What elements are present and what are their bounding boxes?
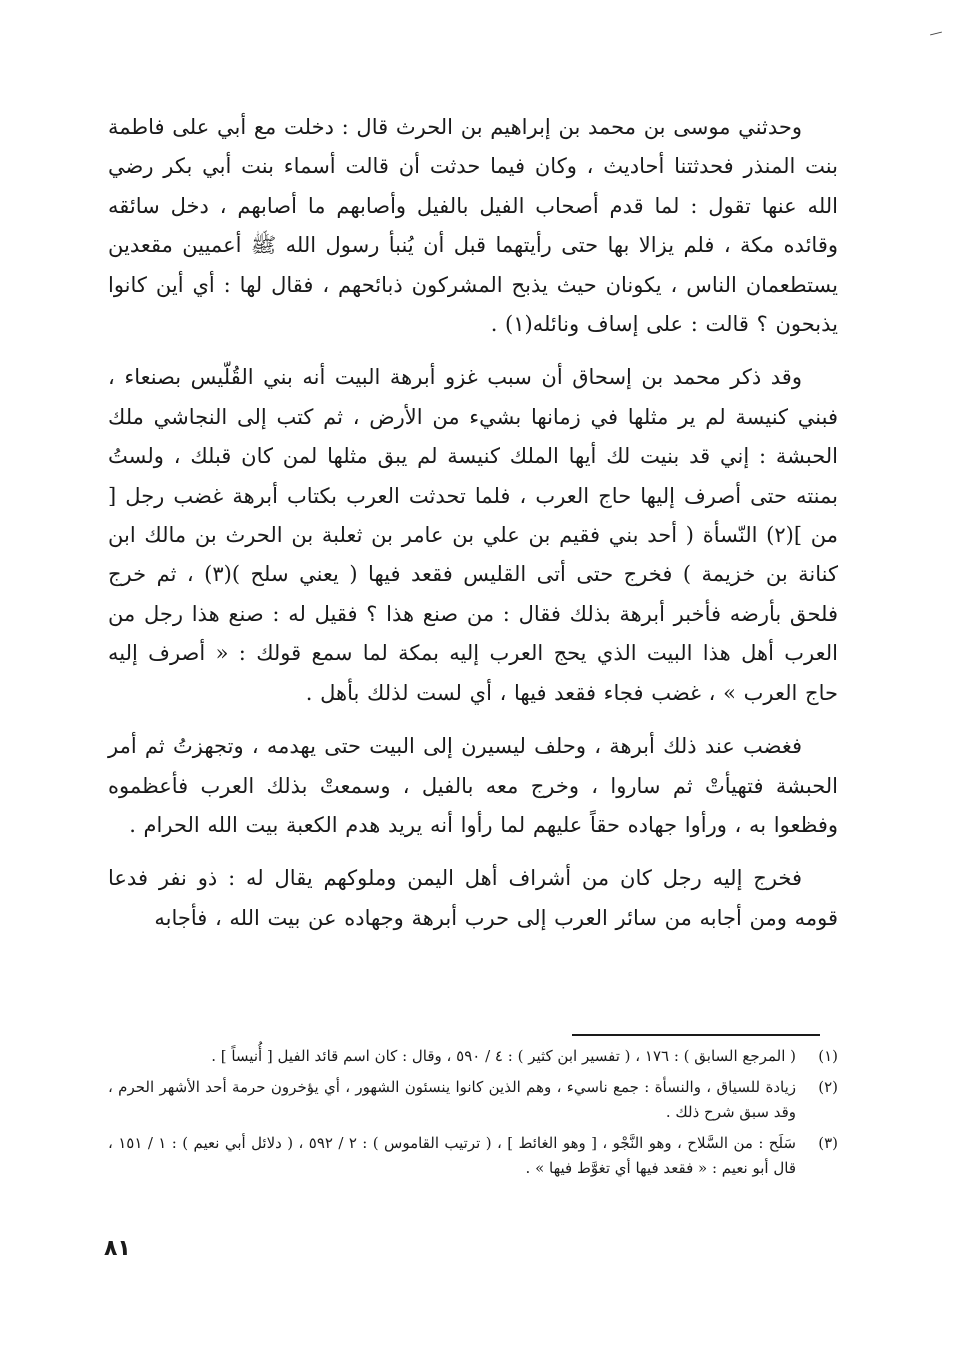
footnotes [108,1044,838,1187]
paragraph: وحدثني موسى بن محمد بن إبراهيم بن الحرث قال : دخلت مع أبي على فاطمة بنت المنذر فحدثتنا أحاديث ، وكان فيما حدثت أن قالت أسماء بنت أبي بكر رضي الله عنها تقول : لما قدم أصحاب الفيل بالفيل وأصابهم ما أصابهم ، دخل سائقه وقائده مكة ، فلم يزالا بها حتى رأيتهما قبل أن يُنبأ رسول الله ﷺ أعميين مقعدين يستطعمان الناس ، يكونان حيث يذبح المشركون ذبائحهم ، فقال لها : أي أين كانوا يذبحون ؟ قالت : على إساف ونائله(١) . [108,115,838,337]
footnote-text: ( المرجع السابق ) : ١٧٦ ، ( تفسير ابن كثير ) : ٤ / ٥٩٠ ، وقال : كان اسم قائد الفيل [ أُنيساً ] . [211,1047,796,1065]
footnote-number: (٣) [818,1134,838,1152]
paragraph: وقد ذكر محمد بن إسحاق أن سبب غزو أبرهة البيت أنه بني القُلّيس بصنعاء ، فبني كنيسة لم ير مثلها في زمانها بشيء من الأرض ، ثم كتب إلى النجاشي ملك الحبشة : إني قد بنيت لك أيها الملك كنيسة لم يبق مثلها لمن كان قبلك ، ولستُ بمنته حتى أصرف إليها حاج العرب ، فلما تحدثت العرب بكتاب أبرهة غضب رجل [ من ](٢) النّسأة ( أحد بني فقيم بن علي بن عامر بن ثعلبة بن الحرث بن مالك ابن كنانة بن خزيمة ) فخرج حتى أتى القليس فقعد فيها ( يعني سلح )(٣) ، ثم خرج فلحق بأرضه فأخبر أبرهة بذلك فقال : من صنع هذا ؟ فقيل له : صنع هذا رجل من العرب أهل هذا البيت الذي يحج العرب إليه بمكة لما سمع قولك : « أصرف إليه حاج العرب » ، غضب فجاء فقعد فيها ، أي لست لذلك بأهل . [108,365,838,705]
paragraph: فخرج إليه رجل كان من أشراف أهل اليمن وملوكهم يقال له : ذو نفر فدعا قومه ومن أجابه من سائر العرب إلى حرب أبرهة وجهاده عن بيت الله ، فأجابه [108,866,838,930]
footnote-separator [572,1034,820,1036]
footnote-number: (١) [818,1047,838,1065]
footnote-text: زيادة للسياق ، والنسأة : جمع ناسيء ، وهم الذين كانوا ينسئون الشهور ، أي يؤخرون حرمة أحد الأشهر الحرم ، وقد سبق شرح ذلك . [108,1078,796,1121]
paragraph: فغضب عند ذلك أبرهة ، وحلف ليسيرن إلى البيت حتى يهدمه ، وتجهزتُ ثم أمر الحبشة فتهيأتْ ثم ساروا ، وخرج معه بالفيل ، وسمعتْ بذلك العرب فأعظموه وفظعوا به ، ورأوا جهاده حقاً عليهم لما رأوا أنه يريد هدم الكعبة بيت الله الحرام . [108,734,838,837]
page-number: ٨١ [104,1236,131,1261]
main-text [108,108,838,952]
footnote [108,1131,838,1181]
scan-mark [930,32,942,36]
footnote [108,1075,838,1125]
footnote-number: (٢) [818,1078,838,1096]
footnote-text: سَلَح : من السَّلاح ، وهو النَّجْو ، [ وهو الغائط ] ، ( ترتيب القاموس ) : ٢ / ٥٩٢ ، ( دلائل أبي نعيم ) : ١ / ١٥١ ، قال أبو نعيم : « فقعد فيها أي تغوَّط فيها » . [108,1134,797,1177]
footnote [108,1044,838,1069]
